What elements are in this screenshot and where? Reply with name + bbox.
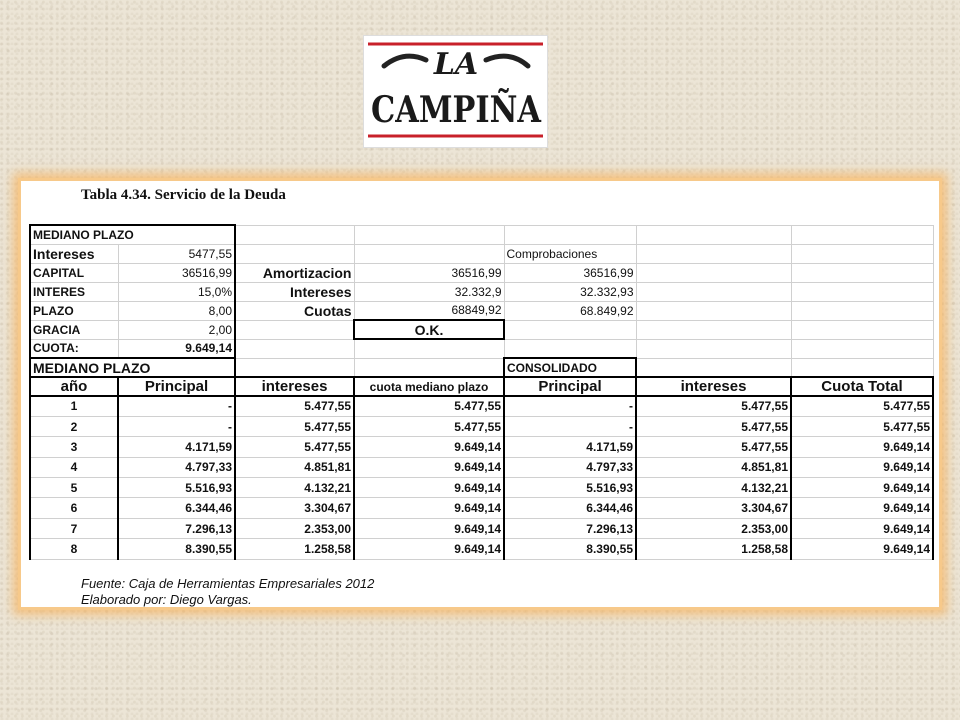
check-label: Amortizacion (235, 263, 354, 282)
params-title-row (30, 225, 933, 244)
value-cell: 5.477,55 (636, 437, 791, 457)
value-cell: 5.477,55 (636, 396, 791, 416)
check-value: 32.332,9 (354, 282, 504, 301)
value-cell: 9.649,14 (791, 498, 933, 518)
header-total-payment: Cuota Total (791, 377, 933, 396)
param-value: 8,00 (118, 301, 235, 320)
table-row (30, 457, 933, 477)
section-row (30, 358, 933, 377)
value-cell: 8.390,55 (504, 539, 636, 559)
table-row (30, 498, 933, 518)
check-label: Cuotas (235, 301, 354, 320)
value-cell: 7.296,13 (504, 518, 636, 538)
value-cell: 5.516,93 (118, 478, 235, 498)
value-cell: 9.649,14 (354, 437, 504, 457)
value-cell: 5.477,55 (354, 396, 504, 416)
param-value: 9.649,14 (118, 339, 235, 358)
value-cell: - (504, 416, 636, 436)
param-label: CAPITAL (30, 263, 118, 282)
table-row (30, 416, 933, 436)
author-note: Elaborado por: Diego Vargas. (81, 592, 252, 607)
param-row (30, 263, 933, 282)
value-cell: 6.344,46 (504, 498, 636, 518)
table-header-row (30, 377, 933, 396)
param-label: Intereses (30, 244, 118, 263)
value-cell: 4.132,21 (235, 478, 354, 498)
value-cell: 9.649,14 (354, 478, 504, 498)
footer-notes (81, 576, 374, 608)
section-right: CONSOLIDADO (504, 358, 636, 377)
value-cell: 4.851,81 (636, 457, 791, 477)
value-cell: 5.477,55 (791, 396, 933, 416)
value-cell: 4.132,21 (636, 478, 791, 498)
value-cell: 4.851,81 (235, 457, 354, 477)
param-label: PLAZO (30, 301, 118, 320)
header-consolidated-principal: Principal (504, 377, 636, 396)
value-cell: 4.797,33 (118, 457, 235, 477)
param-row (30, 244, 933, 263)
value-cell: 9.649,14 (791, 437, 933, 457)
year-cell: 7 (30, 518, 118, 538)
year-cell: 6 (30, 498, 118, 518)
param-label: CUOTA: (30, 339, 118, 358)
check-verify: 68.849,92 (504, 301, 636, 320)
ok-status: O.K. (354, 320, 504, 339)
logo-line2: CAMPIÑA (371, 89, 542, 131)
table-row (30, 478, 933, 498)
value-cell: 3.304,67 (235, 498, 354, 518)
value-cell: 9.649,14 (791, 518, 933, 538)
table-title: Tabla 4.34. Servicio de la Deuda (81, 187, 286, 203)
value-cell: 3.304,67 (636, 498, 791, 518)
value-cell: 5.477,55 (636, 416, 791, 436)
param-row (30, 301, 933, 320)
value-cell: 6.344,46 (118, 498, 235, 518)
year-cell: 8 (30, 539, 118, 559)
header-consolidated-interest: intereses (636, 377, 791, 396)
value-cell: 2.353,00 (636, 518, 791, 538)
param-label: INTERES (30, 282, 118, 301)
value-cell: 2.353,00 (235, 518, 354, 538)
year-cell: 2 (30, 416, 118, 436)
value-cell: 5.516,93 (504, 478, 636, 498)
value-cell: 5.477,55 (354, 416, 504, 436)
table-row (30, 396, 933, 416)
year-cell: 3 (30, 437, 118, 457)
param-row (30, 282, 933, 301)
header-interest: intereses (235, 377, 354, 396)
value-cell: 5.477,55 (235, 396, 354, 416)
year-cell: 5 (30, 478, 118, 498)
value-cell: 4.171,59 (504, 437, 636, 457)
header-year: año (30, 377, 118, 396)
source-note: Fuente: Caja de Herramientas Empresariales 2012 (81, 576, 375, 591)
param-label: GRACIA (30, 320, 118, 339)
check-label: Intereses (235, 282, 354, 301)
value-cell: 1.258,58 (235, 539, 354, 559)
value-cell: 5.477,55 (235, 416, 354, 436)
param-row (30, 339, 933, 358)
value-cell: - (118, 396, 235, 416)
value-cell: - (504, 396, 636, 416)
campina-logo (363, 35, 548, 148)
table-row (30, 518, 933, 538)
value-cell: 9.649,14 (791, 539, 933, 559)
year-cell: 4 (30, 457, 118, 477)
param-row (30, 320, 933, 339)
value-cell: 1.258,58 (636, 539, 791, 559)
value-cell: 5.477,55 (235, 437, 354, 457)
year-cell: 1 (30, 396, 118, 416)
value-cell: 5.477,55 (791, 416, 933, 436)
value-cell: 9.649,14 (354, 457, 504, 477)
param-value: 36516,99 (118, 263, 235, 282)
value-cell: 4.797,33 (504, 457, 636, 477)
param-value: 15,0% (118, 282, 235, 301)
table-row (30, 437, 933, 457)
check-verify: 36516,99 (504, 263, 636, 282)
document-frame (18, 178, 942, 610)
header-principal: Principal (118, 377, 235, 396)
value-cell: 8.390,55 (118, 539, 235, 559)
value-cell: - (118, 416, 235, 436)
check-value: 68849,92 (354, 301, 504, 320)
param-value: 2,00 (118, 320, 235, 339)
check-value: 36516,99 (354, 263, 504, 282)
logo-line1: LA (433, 47, 479, 82)
header-medium-payment: cuota mediano plazo (354, 377, 504, 396)
section-left: MEDIANO PLAZO (30, 358, 235, 377)
section-label: MEDIANO PLAZO (30, 225, 235, 244)
check-verify: 32.332,93 (504, 282, 636, 301)
table-row (30, 539, 933, 559)
value-cell: 7.296,13 (118, 518, 235, 538)
param-value: 5477,55 (118, 244, 235, 263)
value-cell: 9.649,14 (791, 457, 933, 477)
value-cell: 9.649,14 (354, 498, 504, 518)
value-cell: 9.649,14 (354, 518, 504, 538)
value-cell: 4.171,59 (118, 437, 235, 457)
checks-header: Comprobaciones (504, 244, 636, 263)
debt-service-table (29, 224, 934, 560)
value-cell: 9.649,14 (791, 478, 933, 498)
value-cell: 9.649,14 (354, 539, 504, 559)
